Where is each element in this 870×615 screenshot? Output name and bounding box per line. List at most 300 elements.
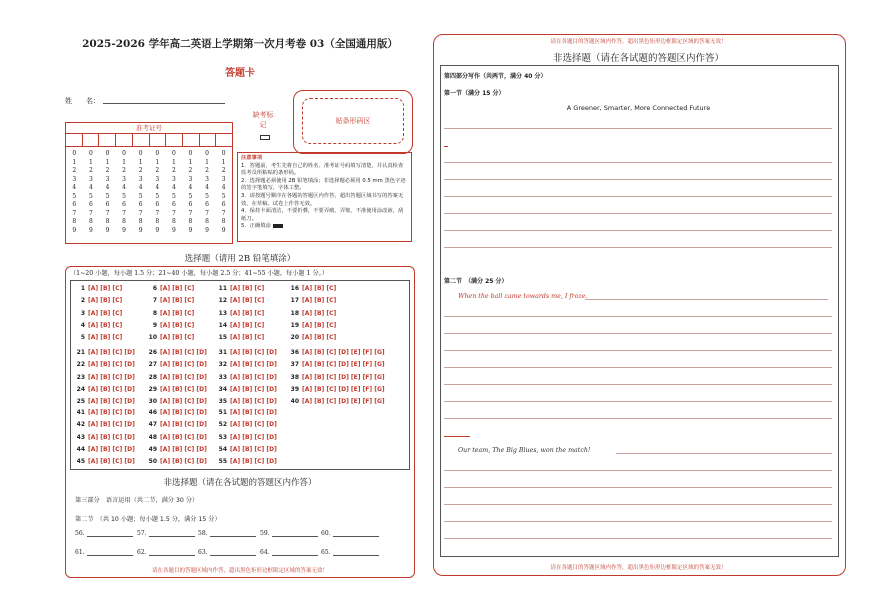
ticket-digit-box[interactable]	[200, 134, 217, 146]
ticket-digit-bubble[interactable]: 0	[205, 150, 209, 157]
answer-bubbles[interactable]: [A] [B] [C] [D]	[230, 361, 277, 369]
writing-line[interactable]	[585, 299, 828, 300]
writing-line[interactable]	[444, 247, 832, 248]
answer-bubbles[interactable]: [A] [B] [C]	[88, 334, 123, 342]
choice-question-44[interactable]	[75, 446, 135, 453]
ticket-digit-bubble[interactable]: 8	[188, 218, 193, 225]
ticket-digit-bubble[interactable]: 7	[221, 209, 226, 217]
fill-blank-63[interactable]	[198, 549, 256, 556]
answer-bubbles[interactable]: [A] [B] [C] [D] [E] [F] [G]	[302, 385, 385, 393]
ticket-digit-bubble[interactable]: 8	[155, 218, 160, 225]
ticket-digit-bubble[interactable]: 4	[205, 184, 209, 191]
ticket-digit-columns[interactable]	[66, 147, 232, 235]
continuation-opening-2: Our team, The Big Blues, won the match!	[458, 447, 591, 454]
ticket-digit-bubble[interactable]: 6	[105, 201, 110, 208]
ticket-digit-bubble[interactable]: 9	[188, 226, 193, 234]
name-label: 姓 名：	[65, 97, 100, 105]
ticket-digit-bubble[interactable]: 4	[221, 184, 226, 191]
ticket-digit-bubble[interactable]: 3	[88, 175, 93, 183]
ticket-digit-box[interactable]	[166, 134, 183, 146]
ticket-digit-box[interactable]	[133, 134, 150, 146]
ticket-digit-bubble[interactable]: 9	[105, 226, 110, 234]
answer-bubbles[interactable]: [A] [B] [C] [D]	[88, 433, 135, 441]
question-number: 17	[290, 297, 299, 305]
question-number: 53	[218, 433, 227, 441]
ticket-digit-bubble[interactable]: 5	[88, 192, 93, 200]
answer-bubbles[interactable]: [A] [B] [C] [D]	[160, 421, 207, 429]
question-number: 10	[148, 334, 157, 342]
ticket-digit-bubble[interactable]: 0	[105, 150, 110, 157]
choice-question-2[interactable]	[75, 297, 122, 304]
ticket-digit-bubble[interactable]: 4	[188, 184, 193, 191]
blank-line[interactable]	[149, 530, 195, 537]
blank-line[interactable]	[333, 530, 379, 537]
name-field[interactable]	[103, 103, 225, 104]
choice-question-37[interactable]	[289, 361, 385, 368]
ticket-digit-bubble[interactable]: 8	[122, 218, 126, 225]
writing-line[interactable]	[444, 350, 832, 351]
choice-question-18[interactable]	[289, 310, 336, 317]
answer-bubbles[interactable]: [A] [B] [C] [D]	[160, 385, 207, 393]
ticket-digit-bubble[interactable]: 2	[88, 167, 93, 174]
ticket-digit-bubble[interactable]: 9	[221, 226, 226, 234]
writing-line[interactable]	[444, 196, 832, 197]
ticket-digit-bubble[interactable]: 7	[105, 209, 110, 217]
answer-bubbles[interactable]: [A] [B] [C] [D]	[160, 398, 207, 406]
answer-bubbles[interactable]: [A] [B] [C] [D]	[88, 349, 135, 356]
ticket-digit-bubble[interactable]: 5	[105, 192, 110, 200]
answer-bubbles[interactable]: [A] [B] [C]	[302, 285, 337, 292]
writing-line[interactable]	[444, 401, 832, 402]
answer-bubbles[interactable]: [A] [B] [C] [D]	[88, 385, 135, 393]
blank-line[interactable]	[333, 549, 379, 556]
choice-question-30[interactable]	[147, 398, 207, 405]
ticket-digit-bubble[interactable]: 6	[138, 201, 143, 208]
answer-bubbles[interactable]: [A] [B] [C]	[230, 297, 265, 305]
question-number: 14	[218, 321, 227, 329]
choice-question-27[interactable]	[147, 361, 207, 368]
ticket-digit-bubble[interactable]: 2	[122, 167, 126, 174]
blank-number: 59.	[260, 530, 270, 537]
choice-question-17[interactable]	[289, 297, 336, 304]
ticket-digit-bubble[interactable]: 8	[205, 218, 209, 225]
question-number: 8	[152, 309, 157, 317]
choice-question-47[interactable]	[147, 421, 207, 428]
ticket-digit-box[interactable]	[66, 134, 83, 146]
ticket-digit-bubble[interactable]: 0	[155, 150, 160, 157]
ticket-digit-bubble[interactable]: 9	[171, 226, 176, 234]
ticket-digit-box[interactable]	[99, 134, 116, 146]
ticket-digit-bubble[interactable]: 2	[72, 167, 77, 174]
fill-blank-56[interactable]	[75, 530, 133, 537]
answer-bubbles[interactable]: [A] [B] [C]	[160, 321, 195, 329]
ticket-digit-bubble[interactable]: 8	[72, 218, 77, 225]
choice-question-39[interactable]	[289, 386, 385, 393]
ticket-digit-bubble[interactable]: 4	[105, 184, 110, 191]
ticket-digit-bubble[interactable]: 2	[221, 167, 226, 174]
choice-question-21[interactable]	[75, 349, 135, 356]
ticket-digit-bubble[interactable]: 2	[205, 167, 209, 174]
answer-bubbles[interactable]: [A] [B] [C]	[230, 321, 265, 329]
choice-question-45[interactable]	[75, 458, 135, 465]
nonchoice-section-title: 非选择题（请在各试题的答题区内作答）	[163, 478, 317, 488]
choice-question-10[interactable]	[147, 334, 194, 341]
answer-bubbles[interactable]: [A] [B] [C] [D]	[230, 409, 277, 416]
blank-line[interactable]	[272, 530, 318, 537]
blank-line[interactable]	[210, 530, 256, 537]
answer-bubbles[interactable]: [A] [B] [C]	[160, 309, 195, 317]
ticket-digit-bubble[interactable]: 3	[105, 175, 110, 183]
ticket-digit-bubble[interactable]: 3	[155, 175, 160, 183]
answer-bubbles[interactable]: [A] [B] [C] [D]	[160, 433, 207, 441]
short-mark-line	[444, 436, 470, 437]
ticket-digit-bubble[interactable]: 6	[155, 201, 160, 208]
writing-line[interactable]	[444, 384, 832, 385]
ticket-digit-bubble[interactable]: 6	[188, 201, 193, 208]
answer-bubbles[interactable]: [A] [B] [C]	[88, 297, 123, 305]
ticket-digit-bubble[interactable]: 1	[155, 158, 160, 166]
answer-bubbles[interactable]: [A] [B] [C] [D]	[160, 373, 207, 381]
ticket-digit-bubble[interactable]: 5	[155, 192, 160, 200]
answer-bubbles[interactable]: [A] [B] [C] [D]	[88, 361, 135, 369]
ticket-digit-column[interactable]	[83, 150, 100, 235]
question-number: 46	[148, 409, 157, 416]
choice-question-55[interactable]	[217, 458, 277, 465]
choice-question-13[interactable]	[217, 310, 264, 317]
answer-bubbles[interactable]: [A] [B] [C] [D] [E] [F] [G]	[302, 349, 385, 356]
blank-line[interactable]	[87, 530, 133, 537]
ticket-digit-column[interactable]	[149, 150, 166, 235]
ticket-digit-bubble[interactable]: 4	[138, 184, 143, 191]
ticket-digit-column[interactable]	[166, 150, 183, 235]
ticket-digit-bubble[interactable]: 6	[72, 201, 77, 208]
choice-question-15[interactable]	[217, 334, 264, 341]
choice-question-6[interactable]	[147, 285, 194, 292]
choice-question-28[interactable]	[147, 374, 207, 381]
ticket-digit-bubble[interactable]: 8	[88, 218, 93, 225]
fill-blank-60[interactable]	[321, 530, 379, 537]
answer-bubbles[interactable]: [A] [B] [C] [D]	[88, 409, 135, 416]
ticket-number-label: 准考证号	[66, 123, 232, 134]
answer-bubbles[interactable]: [A] [B] [C] [D]	[160, 349, 207, 356]
question-number: 48	[148, 433, 157, 441]
answer-bubbles[interactable]: [A] [B] [C] [D] [E] [F] [G]	[302, 361, 385, 369]
fill-blank-58[interactable]	[198, 530, 256, 537]
ticket-number-boxes[interactable]	[66, 134, 232, 147]
writing-line[interactable]	[444, 128, 832, 129]
choice-question-24[interactable]	[75, 386, 135, 393]
choice-question-3[interactable]	[75, 310, 122, 317]
ticket-digit-bubble[interactable]: 4	[155, 184, 160, 191]
answer-bubbles[interactable]: [A] [B] [C] [D]	[230, 458, 277, 466]
fill-blank-61[interactable]	[75, 549, 133, 556]
choice-question-12[interactable]	[217, 297, 264, 304]
part1-heading: 第一节（满分 15 分）	[444, 90, 505, 97]
choice-question-36[interactable]	[289, 349, 385, 356]
ticket-digit-bubble[interactable]: 9	[122, 226, 126, 234]
ticket-digit-bubble[interactable]: 3	[122, 175, 126, 183]
ticket-digit-bubble[interactable]: 3	[221, 175, 226, 183]
choice-question-29[interactable]	[147, 386, 207, 393]
ticket-digit-bubble[interactable]: 9	[72, 226, 77, 234]
writing-line[interactable]	[444, 162, 832, 163]
ticket-digit-bubble[interactable]: 9	[155, 226, 160, 234]
answer-bubbles[interactable]: [A] [B] [C] [D]	[88, 398, 135, 406]
ticket-digit-bubble[interactable]: 7	[205, 209, 209, 217]
choice-question-34[interactable]	[217, 386, 277, 393]
ticket-digit-bubble[interactable]: 8	[171, 218, 176, 225]
blank-number: 60.	[321, 530, 331, 537]
choice-question-14[interactable]	[217, 322, 264, 329]
ticket-digit-bubble[interactable]: 9	[205, 226, 209, 234]
ticket-digit-bubble[interactable]: 5	[171, 192, 176, 200]
answer-bubbles[interactable]: [A] [B] [C]	[230, 285, 265, 292]
answer-bubbles[interactable]: [A] [B] [C]	[88, 321, 123, 329]
choice-question-11[interactable]	[217, 285, 264, 292]
choice-question-41[interactable]	[75, 409, 135, 416]
choice-question-38[interactable]	[289, 374, 385, 381]
answer-bubbles[interactable]: [A] [B] [C]	[88, 285, 123, 292]
ticket-digit-bubble[interactable]: 9	[138, 226, 143, 234]
ticket-digit-bubble[interactable]: 6	[88, 201, 93, 208]
writing-line[interactable]	[444, 470, 832, 471]
ticket-digit-column[interactable]	[215, 150, 232, 235]
ticket-digit-bubble[interactable]: 3	[72, 175, 77, 183]
ticket-digit-bubble[interactable]: 2	[138, 167, 143, 174]
question-number: 40	[290, 398, 299, 406]
ticket-digit-bubble[interactable]: 8	[105, 218, 110, 225]
ticket-number-grid[interactable]	[65, 122, 233, 244]
answer-bubbles[interactable]: [A] [B] [C]	[160, 297, 195, 305]
choice-question-33[interactable]	[217, 374, 277, 381]
answer-bubbles[interactable]: [A] [B] [C] [D] [E] [F] [G]	[302, 398, 385, 406]
ticket-digit-bubble[interactable]: 1	[88, 158, 93, 166]
ticket-digit-column[interactable]	[132, 150, 149, 235]
ticket-digit-bubble[interactable]: 4	[72, 184, 77, 191]
ticket-digit-bubble[interactable]: 0	[122, 150, 126, 157]
choice-question-1[interactable]	[75, 285, 122, 292]
choice-question-5[interactable]	[75, 334, 122, 341]
fill-blank-57[interactable]	[137, 530, 195, 537]
choice-question-19[interactable]	[289, 322, 336, 329]
ticket-digit-bubble[interactable]: 9	[88, 226, 93, 234]
choice-question-4[interactable]	[75, 322, 122, 329]
ticket-digit-bubble[interactable]: 1	[105, 158, 110, 166]
answer-bubbles[interactable]: [A] [B] [C]	[230, 309, 265, 317]
writing-line[interactable]	[444, 538, 832, 539]
ticket-digit-bubble[interactable]: 7	[171, 209, 176, 217]
ticket-digit-column[interactable]	[66, 150, 83, 235]
ticket-digit-bubble[interactable]: 0	[221, 150, 226, 157]
writing-line[interactable]	[444, 487, 832, 488]
answer-bubbles[interactable]: [A] [B] [C]	[302, 321, 337, 329]
writing-line[interactable]	[444, 316, 832, 317]
choice-question-48[interactable]	[147, 434, 207, 441]
writing-line[interactable]	[444, 213, 832, 214]
writing-line[interactable]	[616, 453, 832, 454]
ticket-digit-column[interactable]	[99, 150, 116, 235]
answer-bubbles[interactable]: [A] [B] [C]	[230, 334, 265, 342]
choice-question-22[interactable]	[75, 361, 135, 368]
ticket-digit-bubble[interactable]: 6	[171, 201, 176, 208]
ticket-digit-bubble[interactable]: 3	[171, 175, 176, 183]
answer-bubbles[interactable]: [A] [B] [C]	[302, 297, 337, 305]
choice-question-54[interactable]	[217, 446, 277, 453]
choice-question-31[interactable]	[217, 349, 277, 356]
choice-question-46[interactable]	[147, 409, 207, 416]
ticket-digit-bubble[interactable]: 1	[188, 158, 193, 166]
blank-line[interactable]	[87, 549, 133, 556]
choice-question-23[interactable]	[75, 374, 135, 381]
writing-line[interactable]	[444, 504, 832, 505]
choice-question-20[interactable]	[289, 334, 336, 341]
choice-question-16[interactable]	[289, 285, 336, 292]
ticket-digit-bubble[interactable]: 1	[171, 158, 176, 166]
ticket-digit-bubble[interactable]: 5	[138, 192, 143, 200]
ticket-digit-bubble[interactable]: 7	[122, 209, 126, 217]
choice-question-25[interactable]	[75, 398, 135, 405]
choice-question-53[interactable]	[217, 434, 277, 441]
answer-bubbles[interactable]: [A] [B] [C] [D] [E] [F] [G]	[302, 373, 385, 381]
ticket-digit-bubble[interactable]: 2	[171, 167, 176, 174]
choice-question-51[interactable]	[217, 409, 277, 416]
answer-bubbles[interactable]: [A] [B] [C] [D]	[230, 398, 277, 406]
ticket-digit-column[interactable]	[199, 150, 216, 235]
ticket-digit-box[interactable]	[216, 134, 232, 146]
answer-bubbles[interactable]: [A] [B] [C] [D]	[88, 458, 135, 466]
writing-line[interactable]	[444, 230, 832, 231]
ticket-digit-column[interactable]	[116, 150, 133, 235]
ticket-digit-bubble[interactable]: 7	[72, 209, 77, 217]
ticket-digit-bubble[interactable]: 0	[171, 150, 176, 157]
ticket-digit-bubble[interactable]: 1	[72, 158, 77, 166]
answer-bubbles[interactable]: [A] [B] [C]	[302, 309, 337, 317]
barcode-label: 贴条形码区	[302, 98, 404, 144]
ticket-digit-box[interactable]	[83, 134, 100, 146]
blank-line[interactable]	[149, 549, 195, 556]
ticket-digit-bubble[interactable]: 5	[122, 192, 126, 200]
answer-bubbles[interactable]: [A] [B] [C] [D]	[160, 445, 207, 453]
ticket-digit-bubble[interactable]: 4	[171, 184, 176, 191]
ticket-digit-box[interactable]	[116, 134, 133, 146]
choice-question-40[interactable]	[289, 398, 385, 405]
fill-blank-64[interactable]	[260, 549, 318, 556]
ticket-digit-bubble[interactable]: 0	[188, 150, 193, 157]
choice-question-42[interactable]	[75, 421, 135, 428]
answer-bubbles[interactable]: [A] [B] [C] [D]	[160, 458, 207, 466]
ticket-digit-bubble[interactable]: 6	[122, 201, 126, 208]
ticket-digit-bubble[interactable]: 5	[72, 192, 77, 200]
ticket-digit-bubble[interactable]: 3	[205, 175, 209, 183]
question-number: 23	[76, 373, 85, 381]
ticket-digit-bubble[interactable]: 7	[155, 209, 160, 217]
writing-line[interactable]	[444, 179, 832, 180]
ticket-digit-bubble[interactable]: 5	[221, 192, 226, 200]
ticket-digit-bubble[interactable]: 1	[122, 158, 126, 166]
footer-warning-right: 请在各题目的答题区域内作答，超出黑色矩形边框限定区域的答案无效！	[550, 565, 727, 571]
ticket-digit-box[interactable]	[183, 134, 200, 146]
fill-blank-59[interactable]	[260, 530, 318, 537]
writing-line[interactable]	[444, 521, 832, 522]
ticket-digit-bubble[interactable]: 5	[205, 192, 209, 200]
answer-bubbles[interactable]: [A] [B] [C] [D]	[160, 361, 207, 369]
ticket-digit-bubble[interactable]: 6	[221, 201, 226, 208]
ticket-digit-bubble[interactable]: 4	[122, 184, 126, 191]
choice-question-9[interactable]	[147, 322, 194, 329]
answer-bubbles[interactable]: [A] [B] [C] [D]	[230, 433, 277, 441]
question-number: 18	[290, 309, 299, 317]
ticket-digit-bubble[interactable]: 8	[138, 218, 143, 225]
ticket-digit-bubble[interactable]: 8	[221, 218, 226, 225]
ticket-digit-bubble[interactable]: 3	[188, 175, 193, 183]
ticket-digit-bubble[interactable]: 2	[155, 167, 160, 174]
fill-blank-62[interactable]	[137, 549, 195, 556]
absent-mark-label: 缺考标记	[252, 111, 274, 129]
writing-line[interactable]	[444, 333, 832, 334]
answer-bubbles[interactable]: [A] [B] [C] [D]	[230, 349, 277, 356]
answer-bubbles[interactable]: [A] [B] [C] [D]	[88, 421, 135, 429]
ticket-digit-bubble[interactable]: 7	[188, 209, 193, 217]
answer-bubbles[interactable]: [A] [B] [C]	[160, 334, 195, 342]
ticket-digit-bubble[interactable]: 1	[205, 158, 209, 166]
right-section-title: 非选择题（请在各试题的答题区内作答）	[552, 53, 724, 64]
ticket-digit-bubble[interactable]: 6	[205, 201, 209, 208]
ticket-digit-bubble[interactable]: 1	[221, 158, 226, 166]
ticket-digit-bubble[interactable]: 2	[105, 167, 110, 174]
absent-mark-box[interactable]	[260, 135, 270, 140]
fill-blank-65[interactable]	[321, 549, 379, 556]
blank-number: 63.	[198, 549, 208, 556]
ticket-digit-bubble[interactable]: 1	[138, 158, 143, 166]
answer-bubbles[interactable]: [A] [B] [C]	[302, 334, 337, 342]
blank-line[interactable]	[272, 549, 318, 556]
choice-question-35[interactable]	[217, 398, 277, 405]
ticket-digit-bubble[interactable]: 0	[138, 150, 143, 157]
answer-bubbles[interactable]: [A] [B] [C] [D]	[88, 445, 135, 453]
answer-bubbles[interactable]: [A] [B] [C] [D]	[230, 445, 277, 453]
answer-bubbles[interactable]: [A] [B] [C] [D]	[230, 385, 277, 393]
ticket-digit-bubble[interactable]: 7	[138, 209, 143, 217]
writing-line[interactable]	[444, 367, 832, 368]
ticket-digit-bubble[interactable]: 2	[188, 167, 193, 174]
answer-bubbles[interactable]: [A] [B] [C] [D]	[230, 421, 277, 429]
choice-question-26[interactable]	[147, 349, 207, 356]
choice-question-43[interactable]	[75, 434, 135, 441]
choice-question-49[interactable]	[147, 446, 207, 453]
ticket-digit-bubble[interactable]: 7	[88, 209, 93, 217]
ticket-digit-bubble[interactable]: 3	[138, 175, 143, 183]
writing-line[interactable]	[444, 418, 832, 419]
answer-bubbles[interactable]: [A] [B] [C]	[160, 285, 195, 292]
choice-question-50[interactable]	[147, 458, 207, 465]
blank-line[interactable]	[210, 549, 256, 556]
answer-bubbles[interactable]: [A] [B] [C] [D]	[160, 409, 207, 416]
choice-question-7[interactable]	[147, 297, 194, 304]
ticket-digit-column[interactable]	[182, 150, 199, 235]
choice-question-52[interactable]	[217, 421, 277, 428]
ticket-digit-bubble[interactable]: 4	[88, 184, 93, 191]
choice-question-32[interactable]	[217, 361, 277, 368]
ticket-digit-bubble[interactable]: 0	[88, 150, 93, 157]
choice-question-8[interactable]	[147, 310, 194, 317]
answer-bubbles[interactable]: [A] [B] [C] [D]	[230, 373, 277, 381]
ticket-digit-bubble[interactable]: 0	[72, 150, 77, 157]
answer-bubbles[interactable]: [A] [B] [C] [D]	[88, 373, 135, 381]
ticket-digit-box[interactable]	[150, 134, 167, 146]
answer-bubbles[interactable]: [A] [B] [C]	[88, 309, 123, 317]
instruction-2: 2．选择题必须使用 2B 铅笔填涂；非选择题必须用 0.5 mm 黑色字迹的签字笔填写，字体工整。	[241, 177, 406, 192]
ticket-digit-bubble[interactable]: 5	[188, 192, 193, 200]
